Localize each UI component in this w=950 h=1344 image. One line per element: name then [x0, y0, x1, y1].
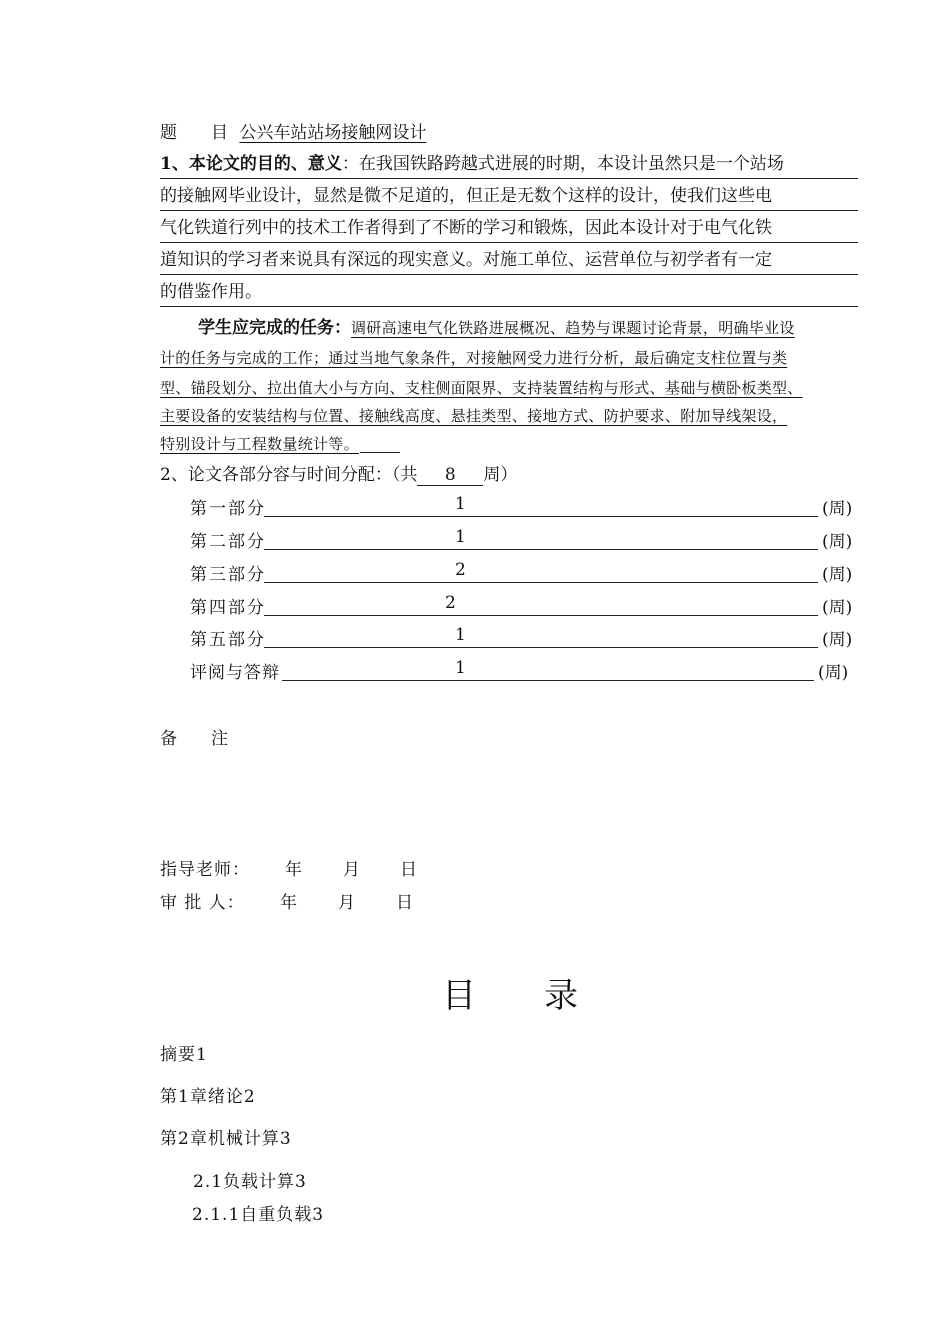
toc-item[interactable]: 第2章机械计算3	[160, 1129, 292, 1149]
schedule-row-value: 1	[455, 494, 466, 514]
schedule-row-value: 2	[455, 560, 466, 580]
tasks-line-3: 型、锚段划分、拉出值大小与方向、支柱侧面限界、支持装置结构与形式、基础与横卧板类型、	[160, 379, 803, 397]
schedule-row-line	[264, 582, 818, 583]
approver-month: 月	[338, 893, 355, 913]
topic-row	[160, 118, 426, 144]
schedule-heading	[160, 462, 517, 488]
toc-item[interactable]: 摘要1	[160, 1045, 208, 1065]
schedule-row-value: 2	[445, 593, 456, 613]
schedule-row-unit: (周)	[822, 565, 853, 585]
schedule-row-label: 第二部分	[190, 532, 266, 552]
purpose-line-3: 气化铁道行列中的技术工作者得到了不断的学习和锻炼，因此本设计对于电气化铁	[160, 214, 858, 243]
toc-item[interactable]: 2.1负载计算3	[193, 1172, 307, 1192]
schedule-row-6	[190, 658, 870, 684]
purpose-line-5: 的借鉴作用。	[160, 278, 858, 307]
advisor-label: 指导老师：	[160, 860, 250, 880]
schedule-row-value: 1	[455, 527, 466, 547]
toc-item[interactable]: 第1章绪论2	[160, 1087, 256, 1107]
schedule-row-line	[264, 615, 818, 616]
advisor-signature-row	[160, 855, 417, 881]
schedule-row-label: 第四部分	[190, 598, 266, 618]
approver-signature-row	[160, 888, 413, 914]
purpose-line-1	[160, 150, 858, 179]
schedule-row-unit: (周)	[822, 598, 853, 618]
schedule-row-value: 1	[455, 625, 466, 645]
schedule-row-value: 1	[455, 658, 466, 678]
schedule-row-unit: (周)	[822, 499, 853, 519]
schedule-row-label: 第五部分	[190, 630, 266, 650]
schedule-row-line	[264, 549, 818, 550]
schedule-row-2	[190, 527, 870, 553]
toc-title: 目 录	[442, 976, 578, 1016]
tasks-heading: 学生应完成的任务：	[198, 318, 351, 338]
purpose-heading: 1、本论文的目的、意义	[160, 154, 342, 174]
schedule-row-3	[190, 560, 870, 586]
approver-label: 审 批 人：	[160, 893, 245, 913]
advisor-year: 年	[285, 860, 302, 880]
schedule-row-unit: (周)	[822, 532, 853, 552]
schedule-row-label: 第三部分	[190, 565, 266, 585]
schedule-row-5	[190, 625, 870, 651]
schedule-total: 8	[417, 465, 483, 486]
topic-label: 题 目	[160, 123, 228, 143]
approver-day: 日	[396, 893, 413, 913]
purpose-line-2: 的接触网毕业设计，显然是微不足道的，但正是无数个这样的设计，使我们这些电	[160, 182, 858, 211]
schedule-row-unit: (周)	[818, 663, 849, 683]
topic-value: 公兴车站站场接触网设计	[239, 123, 427, 143]
schedule-row-label: 第一部分	[190, 499, 266, 519]
tasks-line-1	[198, 314, 795, 342]
tasks-text: 调研高速电气化铁路进展概况、趋势与课题讨论背景，明确毕业设	[351, 319, 795, 337]
toc-item[interactable]: 2.1.1自重负载3	[192, 1205, 325, 1225]
remarks-label: 备 注	[160, 729, 228, 749]
tasks-line-5: 特别设计与工程数量统计等。	[160, 435, 359, 453]
advisor-day: 日	[400, 860, 417, 880]
schedule-row-line	[264, 516, 818, 517]
schedule-row-label: 评阅与答辩	[190, 663, 280, 683]
schedule-heading-prefix: 2、论文各部分容与时间分配：（共	[160, 465, 418, 485]
schedule-heading-suffix: 周）	[483, 465, 518, 485]
purpose-text: ：在我国铁路跨越式进展的时期，本设计虽然只是一个站场	[341, 154, 784, 174]
advisor-month: 月	[343, 860, 360, 880]
schedule-row-unit: (周)	[822, 630, 853, 650]
schedule-row-4	[190, 593, 870, 619]
tasks-line-4: 主要设备的安装结构与位置、接触线高度、悬挂类型、接地方式、防护要求、附加导线架设，	[160, 407, 788, 425]
schedule-row-line	[264, 647, 818, 648]
purpose-line-4: 道知识的学习者来说具有深远的现实意义。对施工单位、运营单位与初学者有一定	[160, 246, 858, 275]
tasks-line-2: 计的任务与完成的工作；通过当地气象条件，对接触网受力进行分析，最后确定支柱位置与类	[160, 349, 788, 367]
schedule-row-1	[190, 494, 870, 520]
approver-year: 年	[280, 893, 297, 913]
schedule-row-line	[282, 680, 814, 681]
tasks-line-5-tail	[360, 452, 400, 453]
